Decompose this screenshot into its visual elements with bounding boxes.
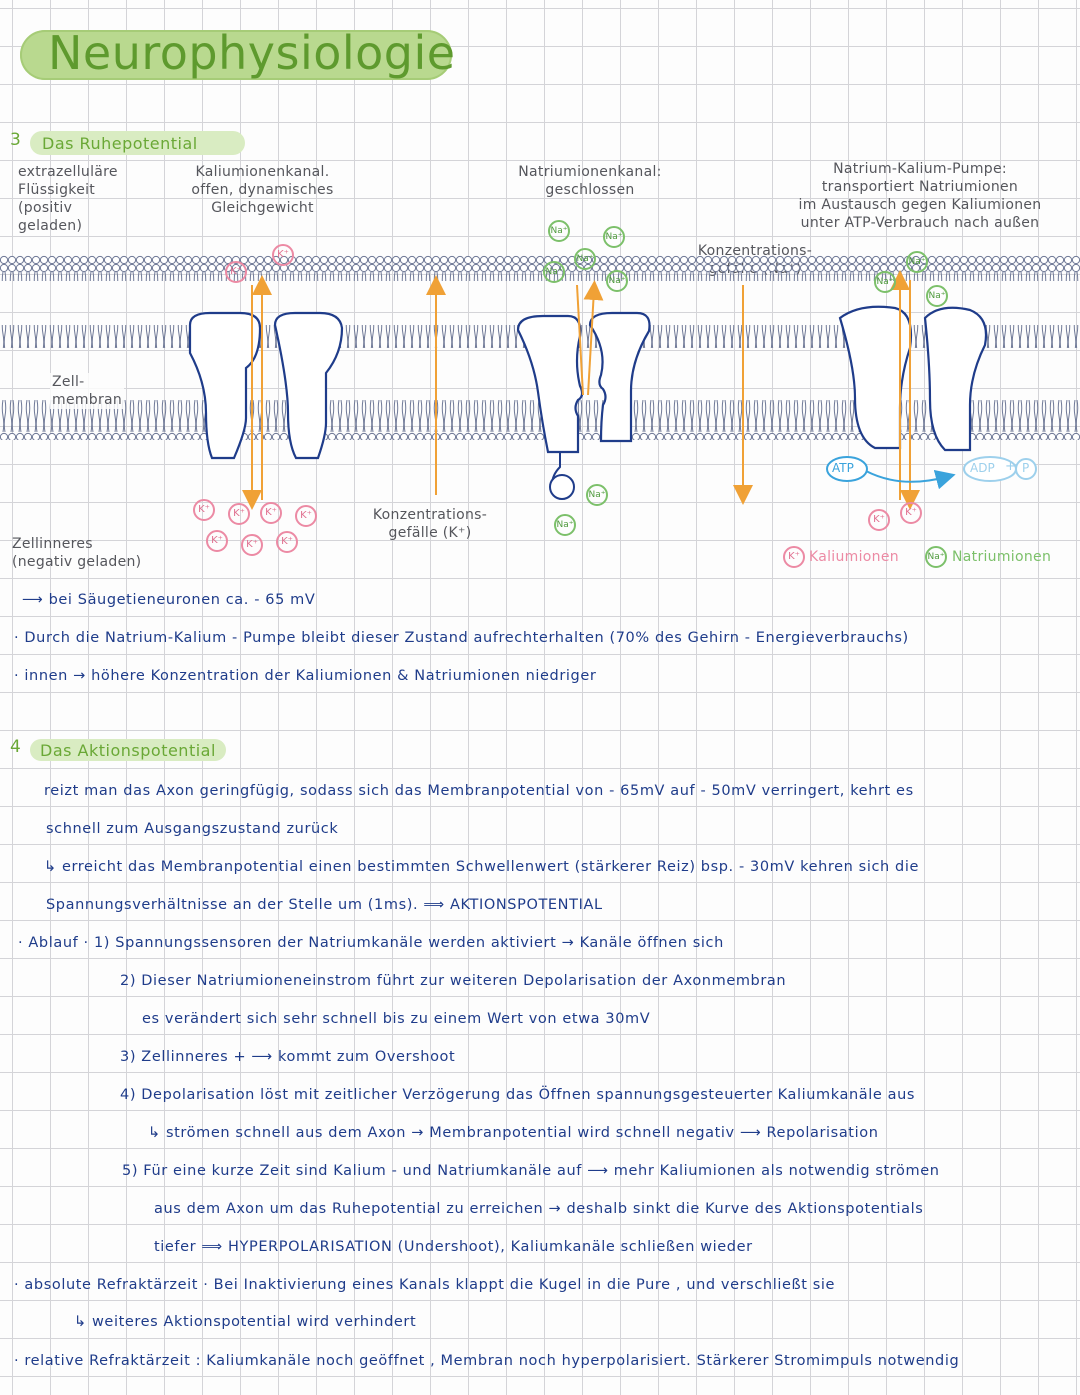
sodium-ion: Na⁺	[574, 248, 596, 270]
body-line: aus dem Axon um das Ruhepotential zu erreichen → deshalb sinkt die Kurve des Aktionspotentials	[154, 1201, 924, 1217]
body-line: ↳ weiteres Aktionspotential wird verhindert	[74, 1314, 417, 1330]
potassium-ion: K⁺	[225, 261, 247, 283]
sodium-ion: Na⁺	[548, 220, 570, 242]
potassium-ion: K⁺	[206, 530, 228, 552]
potassium-ion: K⁺	[276, 531, 298, 553]
sodium-ion: Na⁺	[606, 270, 628, 292]
sodium-ion: Na⁺	[926, 285, 948, 307]
potassium-ion: K⁺	[228, 503, 250, 525]
sodium-ion: Na⁺	[543, 261, 565, 283]
adp-label: ADP	[970, 461, 995, 475]
legend-sodium-label: Natriumionen	[952, 549, 1052, 565]
label-gradient-k: Konzentrations- gefälle (K⁺)	[372, 507, 488, 541]
sodium-channel	[518, 285, 650, 499]
label-k-channel: Kaliumionenkanal. offen, dynamisches Gleichgewicht	[191, 164, 334, 216]
page-title: Neurophysiologie	[48, 26, 456, 80]
body-line: Spannungsverhältnisse an der Stelle um (1ms). ⟹ AKTIONSPOTENTIAL	[46, 897, 603, 913]
body-line: · absolute Refraktärzeit · Bei Inaktivierung eines Kanals klappt die Kugel in die Pure , und verschließt sie	[14, 1277, 836, 1293]
body-line: es verändert sich sehr schnell bis zu einem Wert von etwa 30mV	[142, 1011, 651, 1027]
potassium-ion: K⁺	[260, 502, 282, 524]
body-line: 5) Für eine kurze Zeit sind Kalium - und Natriumkanäle auf ⟶ mehr Kaliumionen als notwendig strömen	[122, 1163, 940, 1179]
body-line: ↳ erreicht das Membranpotential einen bestimmten Schwellenwert (stärkerer Reiz) bsp. - 30mV kehren sich die	[44, 859, 919, 875]
body-line: · relative Refraktärzeit : Kaliumkanäle noch geöffnet , Membran noch hyperpolarisiert. Stärkerer Stromimpuls notwendig	[14, 1353, 960, 1369]
note-line: ⟶ bei Säugetieneuronen ca. - 65 mV	[22, 592, 316, 608]
membrane-diagram	[0, 240, 1080, 520]
potassium-ion: K⁺	[900, 502, 922, 524]
potassium-ion: K⁺	[193, 499, 215, 521]
label-membrane: Zell- membran	[52, 374, 123, 408]
legend-sodium-icon: Na⁺	[925, 546, 947, 568]
body-line: schnell zum Ausgangszustand zurück	[46, 821, 339, 837]
body-line: reizt man das Axon geringfügig, sodass sich das Membranpotential von - 65mV auf - 50mV verringert, kehrt es	[44, 783, 914, 799]
body-line: 4) Depolarisation löst mit zeitlicher Verzögerung das Öffnen spannungsgesteuerter Kaliumkanäle aus	[120, 1087, 916, 1103]
sodium-ion: Na⁺	[874, 271, 896, 293]
section-4-number: 4	[10, 737, 21, 757]
label-pump: Natrium-Kalium-Pumpe: transportiert Natriumionen im Austausch gegen Kaliumionen unter ATP-Verbrauch nach außen	[798, 161, 1042, 231]
sodium-ion: Na⁺	[586, 484, 608, 506]
body-line: 2) Dieser Natriumioneneinstrom führt zur weiteren Depolarisation der Axonmembran	[120, 973, 787, 989]
label-intracellular: Zellinneres (negativ geladen)	[12, 536, 142, 570]
note-line: · Durch die Natrium-Kalium - Pumpe bleibt dieser Zustand aufrechterhalten (70% des Gehirn - Energieverbrauchs)	[14, 630, 909, 646]
body-line: · Ablauf · 1) Spannungssensoren der Natriumkanäle werden aktiviert → Kanäle öffnen sich	[18, 935, 724, 951]
sodium-ion: Na⁺	[603, 226, 625, 248]
sodium-ion: Na⁺	[906, 251, 928, 273]
potassium-ion: K⁺	[868, 509, 890, 531]
body-line: tiefer ⟹ HYPERPOLARISATION (Undershoot), Kaliumkanäle schließen wieder	[154, 1239, 753, 1255]
potassium-ion: K⁺	[295, 505, 317, 527]
label-extracellular: extrazelluläre Flüssigkeit (positiv geladen)	[18, 164, 118, 234]
phosphate-label: P	[1022, 461, 1030, 475]
section-4-title: Das Aktionspotential	[40, 741, 216, 760]
legend-potassium-icon: K⁺	[783, 546, 805, 568]
section-3-title: Das Ruhepotential	[42, 134, 198, 153]
sodium-ion: Na⁺	[554, 514, 576, 536]
section-3-number: 3	[10, 130, 21, 150]
legend-potassium-label: Kaliumionen	[809, 549, 899, 565]
potassium-ion: K⁺	[241, 534, 263, 556]
body-line: 3) Zellinneres + ⟶ kommt zum Overshoot	[120, 1049, 456, 1065]
atp-label: ATP	[832, 461, 854, 475]
body-line: ↳ strömen schnell aus dem Axon → Membranpotential wird schnell negativ ⟶ Repolarisation	[148, 1125, 879, 1141]
label-na-channel: Natriumionenkanal: geschlossen	[518, 164, 662, 198]
note-line: · innen → höhere Konzentration der Kaliumionen & Natriumionen niedriger	[14, 668, 597, 684]
plus-sign: +	[1005, 459, 1016, 474]
potassium-ion: K⁺	[272, 244, 294, 266]
